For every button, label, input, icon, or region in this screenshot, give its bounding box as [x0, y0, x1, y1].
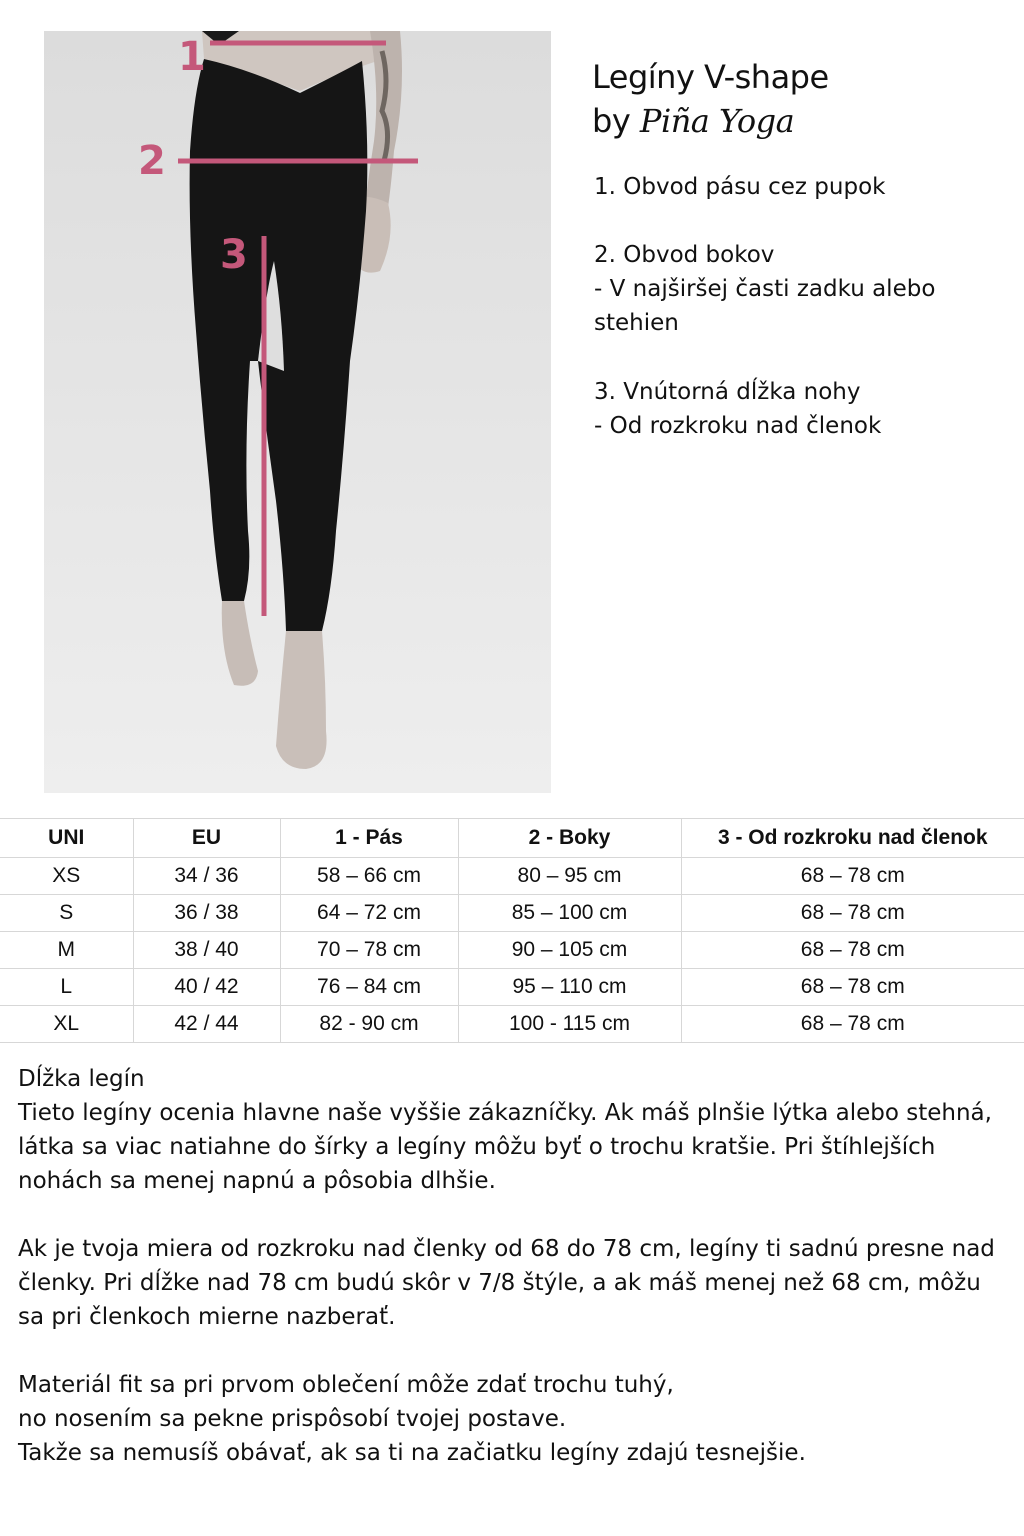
header-uni: UNI	[0, 819, 133, 858]
measurement-3-detail: - Od rozkroku nad členok	[594, 413, 882, 439]
measurement-1-suffix: cez pupok	[760, 174, 886, 200]
header-hips: 2 - Boky	[458, 819, 681, 858]
measurement-2-detail: - V najširšej časti zadku alebo stehien	[594, 276, 936, 336]
cell-waist: 64 – 72 cm	[280, 895, 458, 932]
cell-inseam: 68 – 78 cm	[681, 932, 1024, 969]
notes-paragraph-1	[18, 1062, 1008, 1198]
header-waist: 1 - Pás	[280, 819, 458, 858]
cell-eu: 38 / 40	[133, 932, 280, 969]
cell-uni: XS	[0, 858, 133, 895]
table-row	[0, 932, 1024, 969]
notes-p3-line-2: no nosením sa pekne prispôsobí tvojej postave.	[18, 1406, 567, 1432]
cell-uni: S	[0, 895, 133, 932]
table-row	[0, 858, 1024, 895]
cell-eu: 36 / 38	[133, 895, 280, 932]
measurement-3-label: 3. Vnútorná dĺžka nohy	[594, 379, 861, 405]
title-line-1: Legíny V-shape	[592, 58, 829, 96]
notes-p3-line-3: Takže sa nemusíš obávať, ak sa ti na začiatku legíny zdajú tesnejšie.	[18, 1440, 806, 1466]
marker-number-2: 2	[138, 138, 166, 184]
cell-waist: 58 – 66 cm	[280, 858, 458, 895]
table-row	[0, 969, 1024, 1006]
measurement-3	[594, 375, 1004, 443]
cell-hips: 85 – 100 cm	[458, 895, 681, 932]
cell-inseam: 68 – 78 cm	[681, 1006, 1024, 1043]
table-row	[0, 895, 1024, 932]
notes-paragraph-3	[18, 1368, 1008, 1470]
title-line-2	[592, 99, 829, 143]
cell-uni: M	[0, 932, 133, 969]
notes-p1-text: Tieto legíny ocenia hlavne naše vyššie zákazníčky. Ak máš plnšie lýtka alebo stehná, látka sa viac natiahne do šírky a legíny môžu byť o trochu kratšie. Pri štíhlejších nohách sa menej napnú a pôsobia dlhšie.	[18, 1100, 992, 1194]
measurement-2	[594, 238, 1004, 340]
cell-hips: 100 - 115 cm	[458, 1006, 681, 1043]
product-photo	[44, 31, 551, 793]
brand-name: Piña Yoga	[639, 102, 795, 140]
marker-number-1: 1	[178, 34, 206, 80]
measurement-2-label: 2. Obvod bokov	[594, 242, 775, 268]
product-title	[592, 55, 829, 143]
cell-hips: 80 – 95 cm	[458, 858, 681, 895]
cell-eu: 42 / 44	[133, 1006, 280, 1043]
measurement-1-label: 1. Obvod pásu	[594, 174, 761, 200]
cell-waist: 82 - 90 cm	[280, 1006, 458, 1043]
notes-paragraph-2: Ak je tvoja miera od rozkroku nad členky od 68 do 78 cm, legíny ti sadnú presne nad členky. Pri dĺžke nad 78 cm budú skôr v 7/8 štýle, a ak máš menej než 68 cm, môžu sa pri členkoch mierne nazberať.	[18, 1236, 995, 1330]
notes-section	[18, 1062, 1008, 1504]
notes-heading: Dĺžka legín	[18, 1066, 145, 1092]
cell-uni: L	[0, 969, 133, 1006]
table-header-row	[0, 819, 1024, 858]
cell-waist: 76 – 84 cm	[280, 969, 458, 1006]
size-table	[0, 818, 1024, 1043]
cell-inseam: 68 – 78 cm	[681, 858, 1024, 895]
marker-number-3: 3	[220, 232, 248, 278]
header-inseam: 3 - Od rozkroku nad členok	[681, 819, 1024, 858]
leggings-illustration	[44, 31, 551, 793]
header-eu: EU	[133, 819, 280, 858]
cell-hips: 90 – 105 cm	[458, 932, 681, 969]
table-row	[0, 1006, 1024, 1043]
cell-inseam: 68 – 78 cm	[681, 969, 1024, 1006]
title-by: by	[592, 102, 640, 140]
cell-inseam: 68 – 78 cm	[681, 895, 1024, 932]
notes-p3-line-1: Materiál fit sa pri prvom oblečení môže zdať trochu tuhý,	[18, 1372, 674, 1398]
cell-waist: 70 – 78 cm	[280, 932, 458, 969]
cell-eu: 34 / 36	[133, 858, 280, 895]
cell-hips: 95 – 110 cm	[458, 969, 681, 1006]
measurement-1	[594, 170, 1004, 204]
cell-eu: 40 / 42	[133, 969, 280, 1006]
cell-uni: XL	[0, 1006, 133, 1043]
